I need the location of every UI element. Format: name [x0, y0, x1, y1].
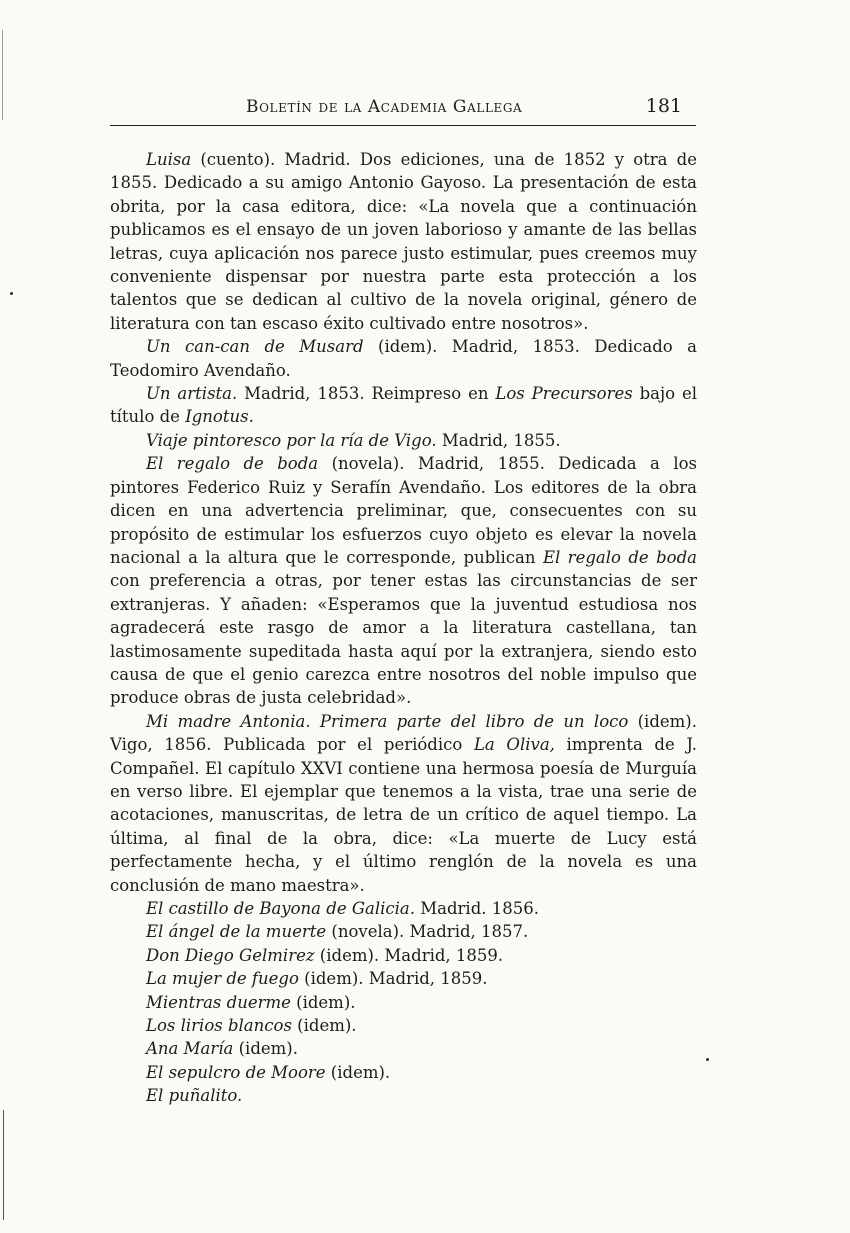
running-title: Boletín de la Academia Gallega	[246, 97, 523, 117]
italic-title: El castillo de Bayona de Galicia.	[146, 899, 415, 918]
italic-title: El regalo de boda	[146, 454, 319, 474]
text-run: (novela). Madrid, 1857.	[326, 922, 529, 942]
italic-title: Los lirios blancos	[146, 1016, 292, 1036]
page-number: 181	[645, 95, 682, 117]
text-run: (idem).	[325, 1062, 391, 1082]
bibliography-paragraph	[110, 429, 697, 452]
italic-title: El regalo de boda	[542, 547, 697, 567]
text-run: (novela). Madrid, 1855. Dedicada a los pintores Federico Ruiz y Serafín Avendaño. Los editores de la obra dicen en una advertencia preliminar, que, consecuentes con su propósito de estimular los esfuerzos cuyo objeto es elevar la novela nacional a la altura que le corresponde, publican	[110, 454, 697, 567]
bibliography-entry	[110, 1084, 697, 1107]
italic-title: Mientras duerme	[146, 992, 291, 1012]
text-run: (cuento). Madrid. Dos ediciones, una de 1852 y otra de 1855. Dedicado a su amigo Antonio Gayoso. La presentación de esta obrita, por la casa editora, dice: «La novela que a continuación publicamos es el ensayo de un joven laborioso y amante de las bellas letras, cuya aplicación nos parece justo estimular, pues creemos muy conveniente dispensar por nuestra parte esta protección a los talentos que se dedican al cultivo de la novela original, género de literatura con tan escaso éxito cultivado entre nosotros».	[110, 150, 697, 333]
bibliography-paragraphs	[110, 148, 697, 897]
bibliography-paragraph	[110, 382, 697, 429]
text-run: (idem). Madrid, 1859.	[314, 945, 504, 965]
text-run: Madrid. 1856.	[415, 899, 539, 918]
scan-speck	[10, 292, 13, 295]
text-run: (idem). Vigo, 1856. Publicada por el periódico	[110, 711, 697, 755]
bibliography-entries	[110, 897, 697, 1108]
bibliography-paragraph	[110, 710, 697, 897]
bibliography-entry	[110, 920, 697, 943]
italic-title: Don Diego Gelmirez	[146, 945, 315, 965]
scan-edge-line	[3, 1110, 4, 1220]
italic-title: Ana María	[146, 1039, 234, 1059]
page-body	[110, 148, 697, 1108]
italic-title: Un can-can de Musard	[146, 337, 364, 357]
bibliography-paragraph	[110, 452, 697, 709]
text-run: bajo el título de	[110, 384, 697, 427]
text-run: con preferencia a otras, por tener estas las circunstancias de ser extranjeras. Y añaden: «Esperamos que la juventud estudiosa nos agradecerá este rasgo de amor a la literatura castellana, tan lastimosamente supeditada hasta aquí por la extranjera, siendo esto causa de que el genio carezca entre nosotros del noble impulso que produce obras de justa celebridad».	[110, 571, 697, 708]
italic-title: Los Precursores	[495, 384, 633, 404]
scan-edge-line	[2, 30, 3, 120]
bibliography-entry	[110, 1037, 697, 1060]
text-run: Madrid, 1855.	[436, 430, 561, 450]
text-run: (idem). Madrid, 1853. Dedicado a Teodomiro Avendaño.	[110, 337, 697, 380]
bibliography-entry	[110, 897, 697, 920]
bibliography-entry	[110, 1061, 697, 1084]
text-run: (idem). Madrid, 1859.	[298, 969, 488, 989]
italic-title: El puñalito.	[146, 1086, 243, 1106]
text-run: imprenta de J. Compañel. El capítulo XXVI contiene una hermosa poesía de Murguía en verso libre. El ejemplar que tenemos a la vista, trae una serie de acotaciones, manuscritas, de letra de un crítico de aquel tiempo. La última, al final de la obra, dice: «La muerte de Lucy está perfectamente hecha, y el último renglón de la novela es una conclusión de mano maestra».	[110, 735, 697, 895]
italic-title: El sepulcro de Moore	[146, 1062, 326, 1082]
text-run: (idem).	[290, 992, 356, 1012]
page-header	[110, 95, 696, 126]
bibliography-entry	[110, 991, 697, 1014]
italic-title: La Oliva,	[473, 735, 555, 755]
text-run: (idem).	[233, 1039, 298, 1059]
bibliography-entry	[110, 967, 697, 990]
bibliography-entry	[110, 1014, 697, 1037]
italic-title: Mi madre Antonia. Primera parte del libro de un loco	[146, 711, 629, 731]
text-run: Madrid, 1853. Reimpreso en	[237, 384, 496, 404]
italic-title: Un artista.	[146, 384, 238, 404]
bibliography-entry	[110, 944, 697, 967]
italic-title: Luisa	[146, 150, 192, 169]
text-run: (idem).	[291, 1016, 357, 1036]
italic-title: La mujer de fuego	[146, 969, 299, 989]
italic-title: El ángel de la muerte	[146, 922, 327, 942]
bibliography-paragraph	[110, 148, 697, 335]
italic-title: Viaje pintoresco por la ría de Vigo.	[146, 430, 437, 450]
italic-title: Ignotus.	[185, 407, 254, 427]
bibliography-paragraph	[110, 335, 697, 382]
scan-speck	[706, 1058, 709, 1061]
